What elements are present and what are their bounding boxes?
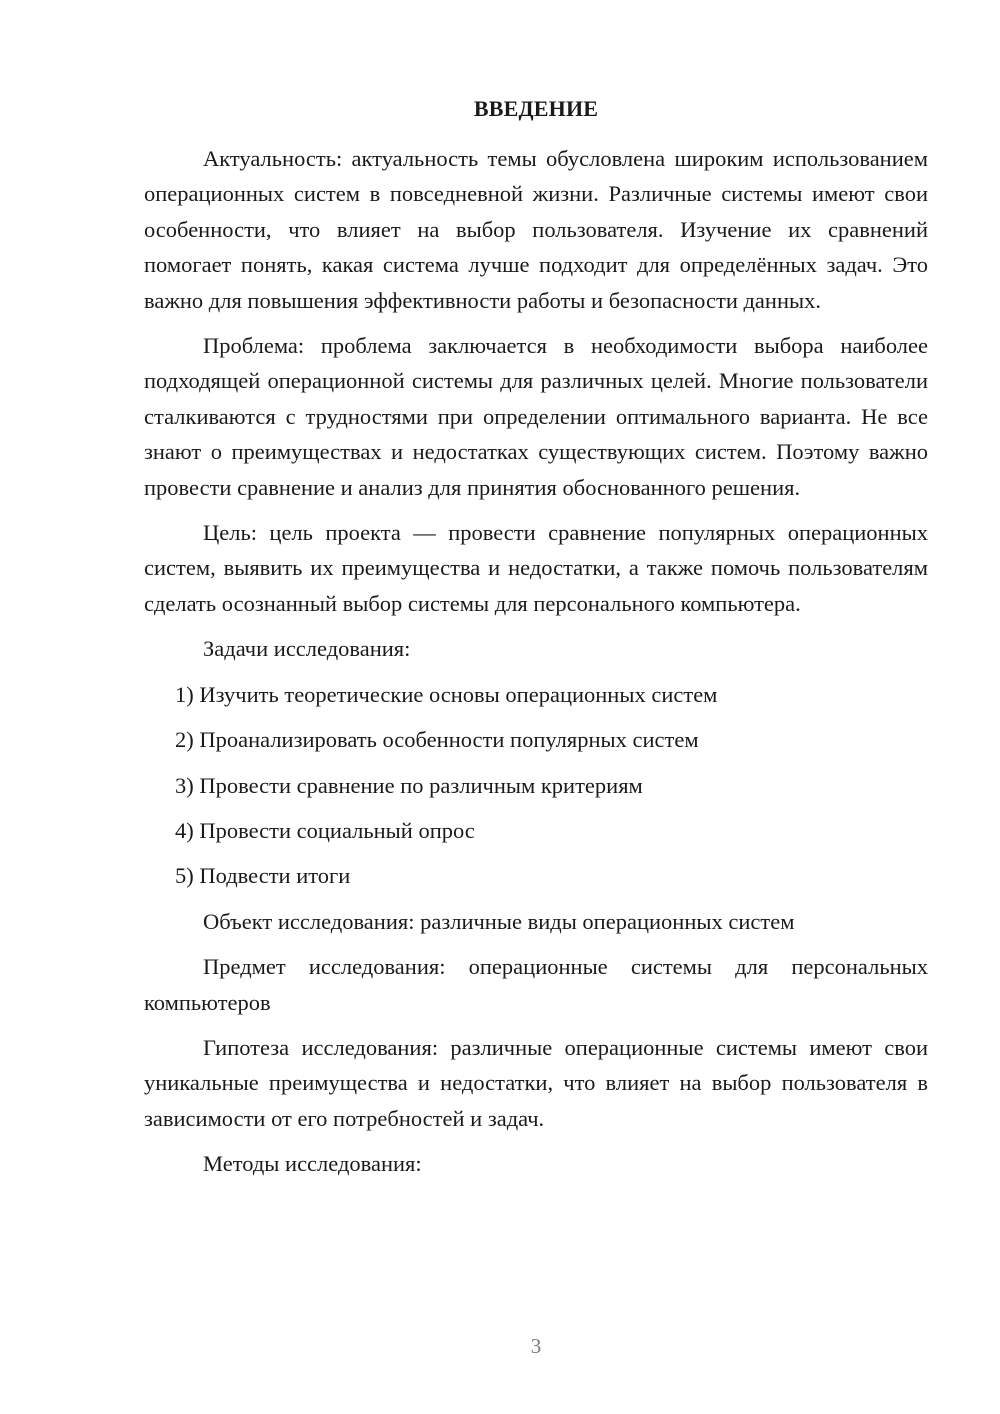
goal-paragraph: Цель: цель проекта — провести сравнение популярных операционных систем, выявить их преимущества и недостатки, а также помочь пользователям сделать осознанный выбор системы для персонального компьютера.: [144, 520, 928, 616]
relevance-paragraph: Актуальность: актуальность темы обусловлена широким использованием операционных систем в повседневной жизни. Различные системы имеют свои особенности, что влияет на выбор пользователя. Изучение их сравнений помогает понять, какая система лучше подходит для определённых задач. Это важно для повышения эффективности работы и безопасности данных.: [144, 146, 928, 313]
tasks-list: [144, 677, 928, 894]
methods-heading: Методы исследования:: [203, 1151, 422, 1177]
task-item-4: 4) Провести социальный опрос: [175, 817, 475, 843]
problem-paragraph: Проблема: проблема заключается в необходимости выбора наиболее подходящей операционной системы для различных целей. Многие пользователи сталкиваются с трудностями при определении оптимального варианта. Не все знают о преимуществах и недостатках существующих систем. Поэтому важно провести сравнение и анализ для принятия обоснованного решения.: [144, 333, 928, 500]
page-number: 3: [530, 1334, 542, 1358]
task-item-5: 5) Подвести итоги: [175, 863, 351, 889]
tasks-heading: Задачи исследования:: [203, 636, 411, 662]
section-heading: ВВЕДЕНИЕ: [473, 96, 599, 121]
subject-paragraph: Предмет исследования: операционные системы для персональных компьютеров: [144, 954, 928, 1015]
task-item-3: 3) Провести сравнение по различным критериям: [175, 772, 643, 798]
object-paragraph: Объект исследования: различные виды операционных систем: [203, 908, 795, 934]
task-item-1: 1) Изучить теоретические основы операционных систем: [175, 681, 718, 707]
document-body: [144, 141, 928, 1192]
task-item-2: 2) Проанализировать особенности популярных систем: [175, 727, 699, 753]
hypothesis-paragraph: Гипотеза исследования: различные операционные системы имеют свои уникальные преимущества и недостатки, что влияет на выбор пользователя в зависимости от его потребностей и задач.: [144, 1034, 928, 1131]
